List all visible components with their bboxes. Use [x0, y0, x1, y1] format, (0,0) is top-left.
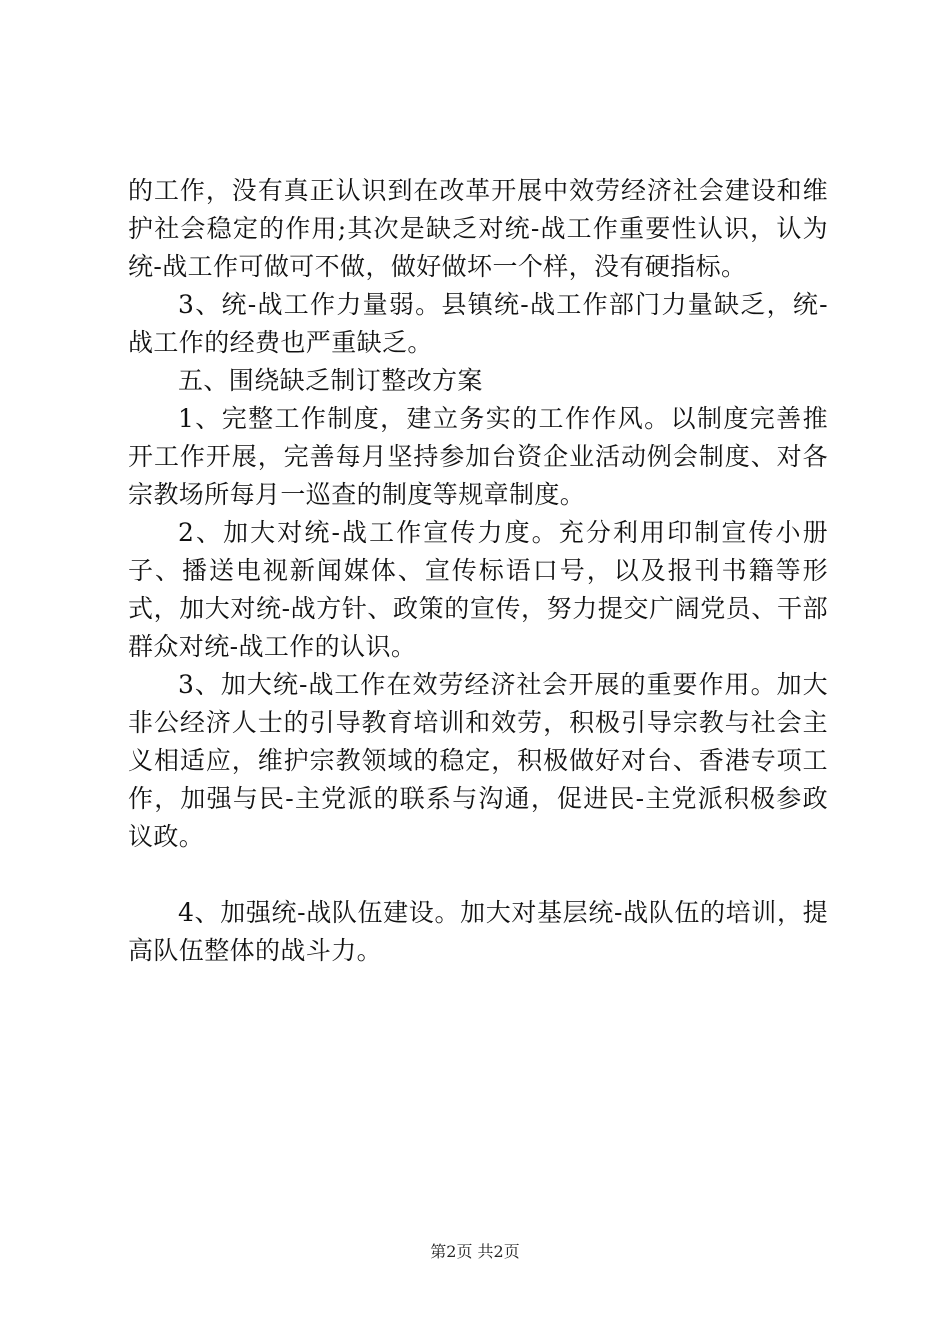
document-body: [128, 172, 828, 970]
paragraph-measure-1: 1、完整工作制度，建立务实的工作作风。以制度完善推开工作开展，完善每月坚持参加台资企业活动例会制度、对各宗教场所每月一巡查的制度等规章制度。: [128, 404, 828, 509]
paragraph-point-3-weak-force: 3、统-战工作力量弱。县镇统-战工作部门力量缺乏，统-战工作的经费也严重缺乏。: [128, 290, 828, 357]
paragraph-measure-3: 3、加大统-战工作在效劳经济社会开展的重要作用。加大非公经济人士的引导教育培训和效劳，积极引导宗教与社会主义相适应，维护宗教领域的稳定，积极做好对台、香港专项工作，加强与民-主党派的联系与沟通，促进民-主党派积极参政议政。: [128, 670, 828, 851]
page-number-footer: 第2页 共2页: [430, 1242, 520, 1261]
paragraph-measure-4: 4、加强统-战队伍建设。加大对基层统-战队伍的培训，提高队伍整体的战斗力。: [128, 898, 828, 965]
section-heading-rectification: 五、围绕缺乏制订整改方案: [178, 366, 483, 395]
paragraph-continuation: 的工作，没有真正认识到在改革开展中效劳经济社会建设和维护社会稳定的作用;其次是缺乏对统-战工作重要性认识，认为统-战工作可做可不做，做好做坏一个样，没有硬指标。: [128, 176, 828, 281]
paragraph-measure-2: 2、加大对统-战工作宣传力度。充分利用印制宣传小册子、播送电视新闻媒体、宣传标语口号，以及报刊书籍等形式，加大对统-战方针、政策的宣传，努力提交广阔党员、干部群众对统-战工作的认识。: [128, 518, 828, 661]
